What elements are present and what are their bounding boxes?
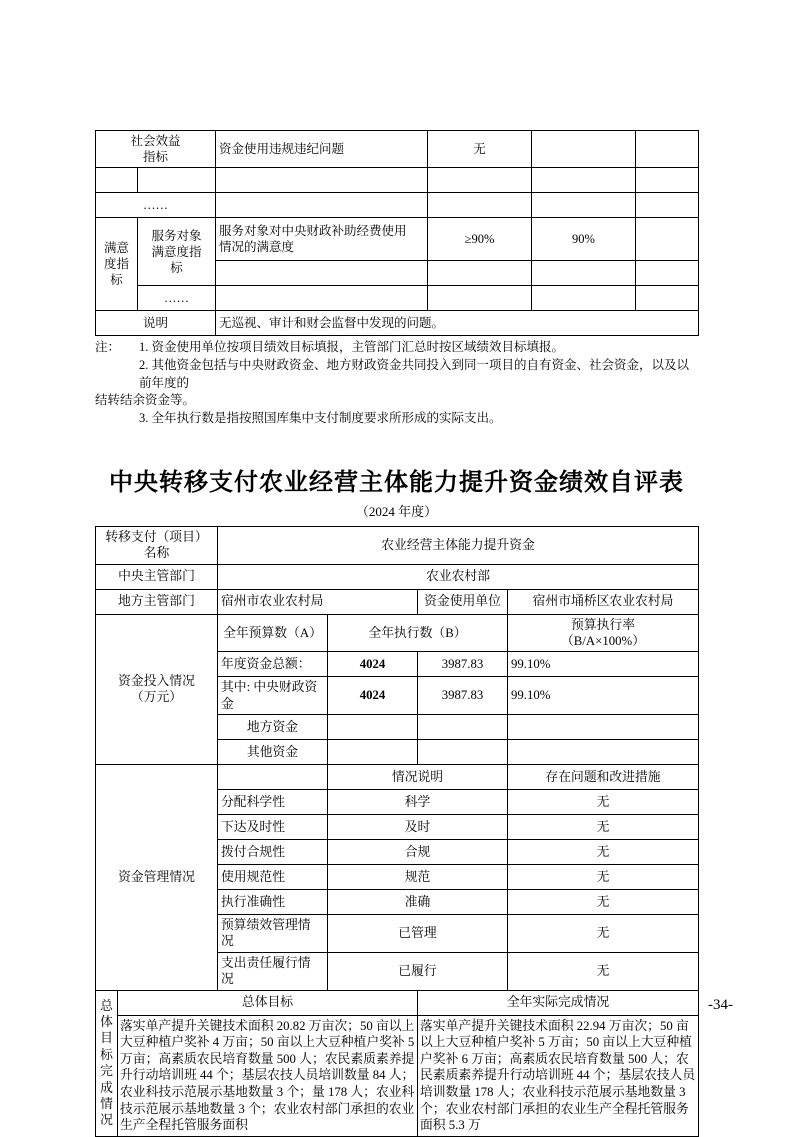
mgmt-item-budget-perf bbox=[218, 915, 328, 953]
budget-local bbox=[328, 715, 418, 740]
overall-goal-text: 落实单产提升关键技术面积 20.82 万亩次；50 亩以上大豆种植户奖补 4 万亩；50 亩以上大豆种植户奖补 5 万亩；高素质农民培育数量 500 人；农民素质素养提升行动培训班 44 个；基层农技人员培训数量 84 人；农业科技示范展示基地数量 3 个；量 178 人；农业科技示范展示基地数量 3 个；农业农村部门承担的农业生产全程托管服务面积 bbox=[118, 1015, 418, 1136]
label-local-dept: 地方主管部门 bbox=[96, 589, 218, 614]
rate-header-line1: 预算执行率 bbox=[571, 617, 635, 632]
indicator-line1: 服务对象对中央财政补助经费使用 bbox=[219, 224, 407, 238]
executed-total: 3987.83 bbox=[418, 652, 508, 677]
mgmt-desc-budget-perf: 已管理 bbox=[328, 915, 508, 953]
table-row bbox=[96, 1015, 699, 1136]
empty-target bbox=[428, 168, 532, 193]
executed-central: 3987.83 bbox=[418, 677, 508, 715]
sub-label-line1: 服务对象 bbox=[151, 228, 202, 243]
overall-label-line4: 情况 bbox=[100, 1096, 113, 1128]
empty-score bbox=[636, 193, 699, 218]
col-rate-header bbox=[508, 614, 699, 652]
col-budget-header: 全年预算数（A） bbox=[218, 614, 328, 652]
overall-label-line2: 目标 bbox=[100, 1031, 113, 1062]
category-satisfaction bbox=[96, 218, 138, 311]
expenditure-line1: 支出责任履行情 bbox=[221, 955, 311, 970]
page-number: -34- bbox=[708, 997, 733, 1013]
empty-target bbox=[428, 261, 532, 286]
row-label-local: 地方资金 bbox=[218, 715, 328, 740]
col-actual-completion-header: 全年实际完成情况 bbox=[418, 990, 699, 1015]
empty-indicator bbox=[216, 286, 428, 311]
table-row bbox=[96, 589, 699, 614]
value-fund-unit: 宿州市埇桥区农业农村局 bbox=[508, 589, 699, 614]
indicator-score bbox=[636, 218, 699, 261]
table-row bbox=[96, 193, 699, 218]
footnote-3 bbox=[95, 410, 698, 428]
col-situation-header: 情况说明 bbox=[328, 765, 508, 790]
executed-other bbox=[418, 740, 508, 765]
footnotes bbox=[95, 339, 698, 428]
mgmt-item-timeliness: 下达及时性 bbox=[218, 815, 328, 840]
empty-score bbox=[636, 261, 699, 286]
footnote-label: 注： bbox=[95, 340, 121, 354]
budget-other bbox=[328, 740, 418, 765]
footnote-2-text: 2. 其他资金包括与中央财政资金、地方财政资金共同投入到同一项目的自有资金、社会资金，以及以前年度的 bbox=[139, 357, 690, 390]
footnote-1 bbox=[95, 339, 698, 357]
mgmt-desc-allocation: 科学 bbox=[328, 790, 508, 815]
empty-cat bbox=[96, 168, 138, 193]
satisfaction-label-line3: 标 bbox=[110, 273, 123, 287]
empty-score bbox=[636, 286, 699, 311]
indicator-line2: 情况的满意度 bbox=[219, 240, 295, 254]
rate-other bbox=[508, 740, 699, 765]
mgmt-item-accuracy: 执行准确性 bbox=[218, 890, 328, 915]
value-local-dept: 宿州市农业农村局 bbox=[218, 589, 418, 614]
mgmt-problem-allocation: 无 bbox=[508, 790, 699, 815]
empty-actual bbox=[532, 286, 636, 311]
overall-label-line1: 总体 bbox=[100, 998, 113, 1030]
table-row bbox=[96, 131, 699, 168]
category-social-benefit bbox=[96, 131, 216, 168]
table-row bbox=[96, 526, 699, 564]
budget-perf-line2: 况 bbox=[221, 934, 234, 949]
explanation-text: 无巡视、审计和财会监督中发现的问题。 bbox=[216, 311, 699, 336]
value-central-dept: 农业农村部 bbox=[218, 564, 699, 589]
ellipsis-cell-2: …… bbox=[138, 286, 216, 311]
page-title: 中央转移支付农业经营主体能力提升资金绩效自评表 bbox=[109, 467, 684, 496]
indicator-name bbox=[216, 218, 428, 261]
mgmt-desc-accuracy: 准确 bbox=[328, 890, 508, 915]
value-transfer-name: 农业经营主体能力提升资金 bbox=[218, 526, 699, 564]
label-central-dept: 中央主管部门 bbox=[96, 564, 218, 589]
rate-central: 99.10% bbox=[508, 677, 699, 715]
row-label-central bbox=[218, 677, 328, 715]
mgmt-col-blank bbox=[218, 765, 328, 790]
indicator-actual bbox=[532, 131, 636, 168]
explanation-label: 说明 bbox=[96, 311, 216, 336]
fund-input-line2: （万元） bbox=[130, 690, 183, 705]
central-label-line1: 其中: 中央财政资 bbox=[221, 680, 318, 695]
transfer-name-line1: 转移支付（项目） bbox=[105, 529, 208, 544]
indicator-target: ≥90% bbox=[428, 218, 532, 261]
mgmt-desc-timeliness: 及时 bbox=[328, 815, 508, 840]
mgmt-problem-budget-perf: 无 bbox=[508, 915, 699, 953]
rate-total: 99.10% bbox=[508, 652, 699, 677]
empty-actual bbox=[532, 193, 636, 218]
label-fund-unit: 资金使用单位 bbox=[418, 589, 508, 614]
empty-indicator bbox=[216, 261, 428, 286]
explanation-row bbox=[96, 311, 699, 336]
mgmt-item-allocation: 分配科学性 bbox=[218, 790, 328, 815]
col-executed-header: 全年执行数（B） bbox=[328, 614, 508, 652]
actual-completion-text: 落实单产提升关键技术面积 22.94 万亩次；50 亩以上大豆种植户奖补 5 万亩；50 亩以上大豆种植户奖补 6 万亩；高素质农民培育数量 500 人；农民素质素养提升行动培训班 44 个；基层农技人员培训数量 178 人；农业科技示范展示基地数量 3 个；农业农村部门承担的农业生产全程托管服务面积 5.3 万 bbox=[418, 1015, 699, 1136]
table-row bbox=[96, 218, 699, 261]
mgmt-desc-standardization: 规范 bbox=[328, 865, 508, 890]
empty-sub bbox=[138, 168, 216, 193]
sub-label-line2: 满意度指 bbox=[151, 244, 202, 259]
col-overall-goal-header: 总体目标 bbox=[118, 990, 418, 1015]
fund-input-line1: 资金投入情况 bbox=[118, 673, 195, 688]
table-row bbox=[96, 765, 699, 790]
indicator-target: 无 bbox=[428, 131, 532, 168]
label-transfer-name bbox=[96, 526, 218, 564]
empty-actual bbox=[532, 168, 636, 193]
table-row bbox=[96, 614, 699, 652]
mgmt-problem-accuracy: 无 bbox=[508, 890, 699, 915]
row-label-total: 年度资金总额： bbox=[218, 652, 328, 677]
table-row bbox=[96, 286, 699, 311]
indicator-actual: 90% bbox=[532, 218, 636, 261]
table-row bbox=[96, 990, 699, 1015]
category-label-line1: 社会效益 bbox=[130, 134, 181, 148]
transfer-name-line2: 名称 bbox=[143, 546, 170, 561]
empty-actual bbox=[532, 261, 636, 286]
page-subtitle: （2024 年度） bbox=[355, 503, 438, 519]
empty-score bbox=[636, 168, 699, 193]
mgmt-problem-expenditure: 无 bbox=[508, 952, 699, 990]
empty-indicator bbox=[216, 168, 428, 193]
satisfaction-label-line1: 满意 bbox=[103, 241, 129, 255]
footnote-spacer bbox=[95, 357, 139, 393]
empty-indicator bbox=[216, 193, 428, 218]
label-overall-completion bbox=[96, 990, 118, 1136]
table-row bbox=[96, 168, 699, 193]
budget-perf-line1: 预算绩效管理情 bbox=[221, 918, 311, 932]
mgmt-problem-timeliness: 无 bbox=[508, 815, 699, 840]
rate-header-line2: （B/A×100%） bbox=[561, 633, 645, 648]
mgmt-problem-compliance: 无 bbox=[508, 840, 699, 865]
budget-total: 4024 bbox=[328, 652, 418, 677]
footnote-2 bbox=[95, 357, 698, 393]
self-evaluation-table bbox=[95, 526, 699, 1137]
expenditure-line2: 况 bbox=[221, 972, 234, 987]
label-fund-management: 资金管理情况 bbox=[96, 765, 218, 991]
footnote-1-text: 1. 资金使用单位按项目绩效目标填报，主管部门汇总时按区域绩效目标填报。 bbox=[139, 340, 565, 354]
empty-target bbox=[428, 193, 532, 218]
sub-label-line3: 标 bbox=[170, 260, 183, 275]
mgmt-desc-compliance: 合规 bbox=[328, 840, 508, 865]
mgmt-problem-standardization: 无 bbox=[508, 865, 699, 890]
indicator-score bbox=[636, 131, 699, 168]
satisfaction-label-line2: 度指 bbox=[103, 257, 129, 271]
label-fund-input bbox=[96, 614, 218, 765]
overall-label-line3: 完成 bbox=[100, 1064, 113, 1095]
mgmt-item-standardization: 使用规范性 bbox=[218, 865, 328, 890]
category-label-line2: 指标 bbox=[143, 150, 169, 164]
central-label-line2: 金 bbox=[221, 696, 234, 711]
indicator-name: 资金使用违规违纪问题 bbox=[216, 131, 428, 168]
footnote-2-cont: 结转结余资金等。 bbox=[95, 393, 196, 408]
empty-target bbox=[428, 286, 532, 311]
footnote-spacer-2 bbox=[95, 410, 139, 428]
executed-local bbox=[418, 715, 508, 740]
mgmt-item-compliance: 拨付合规性 bbox=[218, 840, 328, 865]
mgmt-desc-expenditure: 已履行 bbox=[328, 952, 508, 990]
mgmt-item-expenditure bbox=[218, 952, 328, 990]
table-row bbox=[96, 564, 699, 589]
footnote-3-text: 3. 全年执行数是指按照国库集中支付制度要求所形成的实际支出。 bbox=[139, 411, 502, 425]
performance-indicator-table bbox=[95, 130, 699, 336]
budget-central: 4024 bbox=[328, 677, 418, 715]
ellipsis-cell: …… bbox=[96, 193, 216, 218]
col-problems-header: 存在问题和改进措施 bbox=[508, 765, 699, 790]
subcategory-service-satisfaction bbox=[138, 218, 216, 286]
rate-local bbox=[508, 715, 699, 740]
row-label-other: 其他资金 bbox=[218, 740, 328, 765]
